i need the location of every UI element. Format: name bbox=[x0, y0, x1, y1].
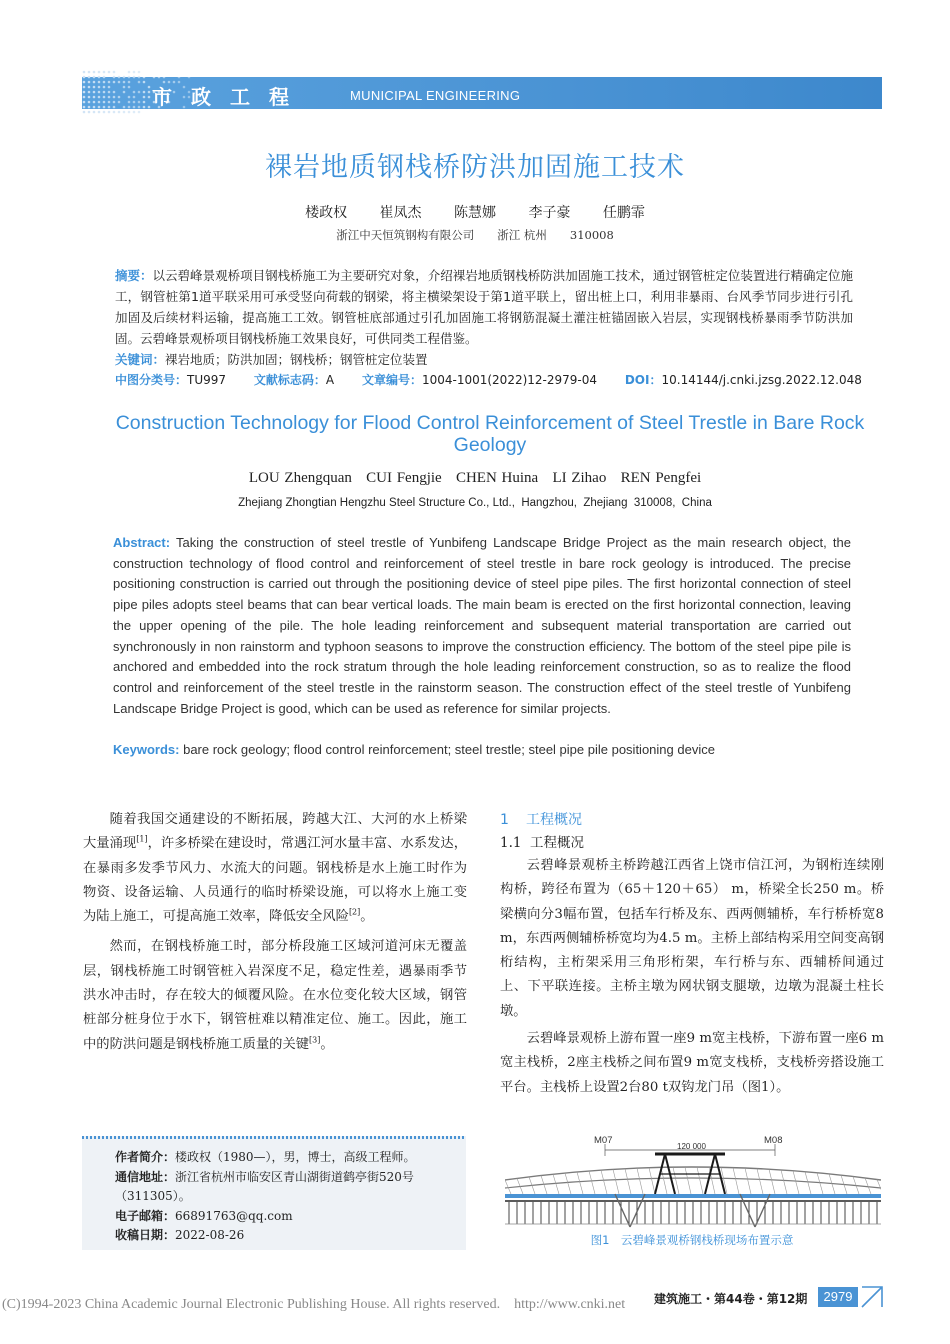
author-box-dotted-rule bbox=[82, 1136, 466, 1139]
clc-label: 中图分类号： bbox=[115, 373, 188, 387]
email-label: 电子邮箱： bbox=[115, 1208, 176, 1223]
abstract-label-cn: 摘要： bbox=[115, 268, 153, 283]
section-heading: 1 工程概况 bbox=[500, 812, 582, 828]
affiliation-en: Zhejiang Zhongtian Hengzhu Steel Structure Co., Ltd., Hangzhou, Zhejiang 310008, China bbox=[238, 497, 712, 509]
doc-code-value: A bbox=[325, 373, 335, 387]
author-list-en: LOU Zhengquan CUI Fengjie CHEN Huina LI Zihao REN Pengfei bbox=[248, 470, 702, 486]
section-name-cn: 市政工程 bbox=[152, 85, 308, 109]
received-label: 收稿日期： bbox=[115, 1228, 176, 1242]
article-meta-line bbox=[115, 371, 875, 388]
keywords-label-en: Keywords: bbox=[113, 742, 180, 757]
doi-value: 10.14144/j.cnki.jzsg.2022.12.048 bbox=[661, 373, 862, 387]
citation-ref[interactable]: [1] bbox=[136, 834, 148, 844]
body-left-column bbox=[83, 808, 467, 1057]
abstract-cn bbox=[115, 265, 853, 349]
body-paragraph: 云碧峰景观桥主桥跨越江西省上饶市信江河，为钢桁连续刚构桥，跨径布置为（65＋120＋65） m，桥梁全长250 m。桥梁横向分3幅布置，包括车行桥及东、西两侧辅桥，车行桥桥宽8 m，东西两侧辅桥桥宽均为4.5 m。主桥上部结构采用空间变高钢桁结构，主桁架采用三角形桁架，车行桥与东、西辅桥间通过上、下平联连接。主桥主墩为网状钢支腿墩，边墩为混凝土柱长墩。 bbox=[500, 858, 884, 1019]
affiliation-cn: 浙江中天恒筑钢构有限公司 浙江 杭州 310008 bbox=[336, 228, 614, 242]
keywords-cn bbox=[115, 349, 853, 370]
body-right-column bbox=[500, 808, 884, 1100]
subsection-heading: 1.1 工程概况 bbox=[500, 835, 584, 851]
author-name: 李子豪 bbox=[528, 205, 571, 221]
citation-ref[interactable]: [3] bbox=[309, 1035, 321, 1045]
abstract-text-cn: 以云碧峰景观桥项目钢栈桥施工为主要研究对象，介绍裸岩地质钢栈桥防洪加固施工技术，通过钢管桩定位装置进行精确定位施工，钢管桩第1道平联采用可承受竖向荷载的钢梁，将主横梁架设于第1道平联上，留出桩上口，利用非暴雨、台风季节同步进行引孔加固及后续材料运输，提高施工工效。钢管桩底部通过引孔加固施工将钢筋混凝土灌注桩锚固嵌入岩层，实现钢栈桥暴雨季节防洪加固。云碧峰景观桥项目钢栈桥施工效果良好，可供同类工程借鉴。 bbox=[115, 268, 853, 346]
abstract-en bbox=[113, 533, 851, 719]
clc-value: TU997 bbox=[187, 373, 227, 387]
received-date: 2022-08-26 bbox=[175, 1228, 245, 1242]
bridge-layout-figure bbox=[505, 1132, 881, 1240]
keywords-label-cn: 关键词： bbox=[115, 352, 166, 367]
section-name-en: MUNICIPAL ENGINEERING bbox=[350, 88, 521, 103]
body-paragraph: 随着我国交通建设的不断拓展，跨越大江、大河的水上桥梁大量涌现[1]，许多桥梁在建设时，常遇江河水量丰富、水系发达，在暴雨多发季节风力、水流大的问题。钢栈桥是水上施工时作为物资、设备运输、人员通行的临时桥梁设施，可以将水上施工变为陆上施工，可提高施工效率，降低安全风险[2]。 bbox=[83, 812, 468, 925]
corner-arrow-icon bbox=[860, 1285, 885, 1310]
journal-issue-info: 建筑施工・第44卷・第12期 bbox=[654, 1292, 808, 1306]
address-label: 通信地址： bbox=[115, 1169, 176, 1184]
body-paragraph: 云碧峰景观桥上游布置一座9 m宽主栈桥，下游布置一座6 m宽主栈桥，2座主栈桥之间布置9 m宽支栈桥，支栈桥旁搭设施工平台。主栈桥上设置2台80 t双钩龙门吊（图1）。 bbox=[500, 1031, 884, 1095]
abstract-text-en: Taking the construction of steel trestle of Yunbifeng Landscape Bridge Project as the main research object, the construction technology of flood control and reinforcement of steel trestle in bare rock geology is introduced. The precise positioning construction is carried out through the positioning device of steel pipe piles. The first horizontal connection of steel pipe piles adopts steel beams that can bear vertical loads. The main beam is erected on the first horizontal connection, leaving the upper opening of the pile. The hole leading reinforcement and subsequent material transportation are carried out synchronously in non rainstorm and typhoon seasons to improve the construction efficiency. The bottom of the steel pipe pile is anchored and embedded into the rock stratum through the hole leading reinforcement construction, so as to realize the flood control and reinforcement of the steel trestle in the rainstorm season. The construction effect of the steel trestle of Yunbifeng Landscape Bridge Project is good, which can be used as reference for similar projects. bbox=[113, 535, 851, 716]
doc-code-label: 文献标志码： bbox=[253, 373, 326, 387]
doi-label: DOI： bbox=[624, 373, 662, 387]
paper-title-cn: 裸岩地质钢栈桥防洪加固施工技术 bbox=[265, 152, 685, 183]
keywords-en bbox=[113, 740, 851, 761]
figure-label-m07: M07 bbox=[594, 1135, 613, 1146]
keywords-text-cn: 裸岩地质；防洪加固；钢栈桥；钢管桩定位装置 bbox=[165, 352, 428, 367]
figure-dimension: 120 000 bbox=[677, 1142, 706, 1151]
copyright-notice: (C)1994-2023 China Academic Journal Electronic Publishing House. All rights reserved. http://www.cnki.net bbox=[2, 1297, 626, 1312]
author-name: 楼政权 bbox=[305, 205, 348, 221]
author-info-content bbox=[115, 1148, 460, 1246]
bio-label: 作者简介： bbox=[115, 1150, 176, 1164]
author-name: 任鹏霏 bbox=[602, 205, 645, 221]
address-text: 浙江省杭州市临安区青山湖街道鹤亭街520号（311305）。 bbox=[115, 1169, 414, 1203]
article-no-label: 文章编号： bbox=[361, 373, 422, 387]
keywords-text-en: bare rock geology; flood control reinforcement; steel trestle; steel pipe pile positioning device bbox=[183, 742, 715, 757]
article-no-value: 1004-1001(2022)12-2979-04 bbox=[421, 373, 598, 387]
figure-caption: 图1 云碧峰景观桥钢栈桥现场布置示意 bbox=[590, 1233, 794, 1247]
bio-text: 楼政权（1980—），男，博士，高级工程师。 bbox=[175, 1150, 416, 1164]
body-paragraph: 然而，在钢栈桥施工时，部分桥段施工区域河道河床无覆盖层，钢栈桥施工时钢管桩入岩深度不足，稳定性差，遇暴雨季节洪水冲击时，存在较大的倾覆风险。在水位变化较大区域，钢管桩部分桩身位于水下，钢管桩难以精准定位、施工。因此，施工中的防洪问题是钢栈桥施工质量的关键[3]。 bbox=[83, 939, 467, 1052]
citation-ref[interactable]: [2] bbox=[348, 907, 361, 917]
abstract-label-en: Abstract: bbox=[113, 535, 171, 550]
figure-label-m08: M08 bbox=[764, 1135, 783, 1146]
author-name: 崔凤杰 bbox=[379, 205, 422, 221]
page-number: 2979 bbox=[818, 1287, 858, 1307]
email-text[interactable]: 66891763@qq.com bbox=[175, 1208, 293, 1223]
author-list-cn bbox=[0, 202, 950, 222]
paper-title-en: Construction Technology for Flood Control Reinforcement of Steel Trestle in Bare Rock Geology bbox=[115, 412, 865, 456]
author-name: 陈慧娜 bbox=[454, 205, 496, 221]
